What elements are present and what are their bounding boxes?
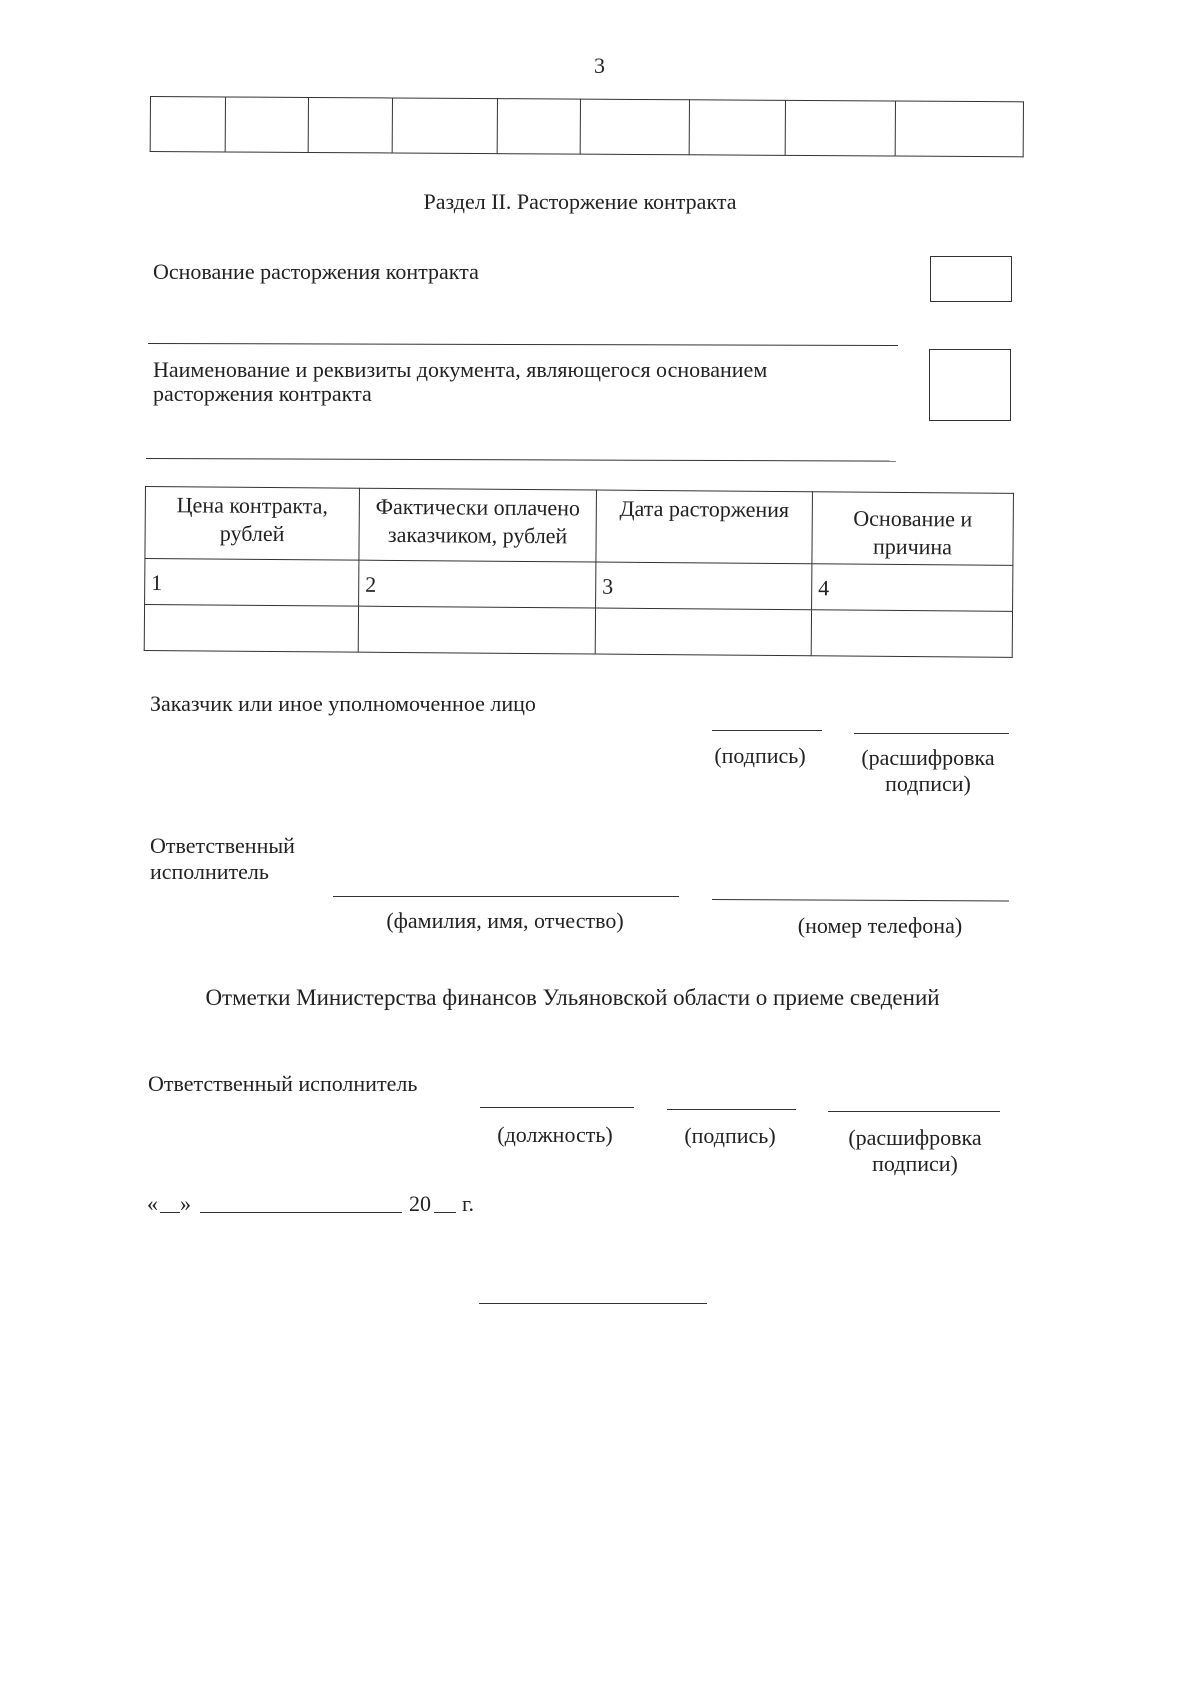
- section-title: Раздел II. Расторжение контракта: [423, 189, 737, 214]
- table-cell[interactable]: [785, 100, 895, 156]
- page-number: 3: [594, 53, 605, 78]
- customer-signature-line[interactable]: [712, 730, 822, 731]
- date-year-prefix: 20: [409, 1191, 431, 1216]
- document-label-line1: Наименование и реквизиты документа, являющегося основанием: [153, 357, 768, 382]
- customer-label: Заказчик или иное уполномоченное лицо: [150, 691, 536, 716]
- date-year-line[interactable]: [434, 1212, 456, 1213]
- customer-decoding-caption-line2: подписи): [885, 771, 971, 796]
- ministry-executor-label: Ответственный исполнитель: [148, 1071, 418, 1096]
- date-quote-close: »: [180, 1191, 191, 1216]
- date-day-line[interactable]: [160, 1212, 180, 1213]
- header-actually-paid: Фактически оплачено заказчиком, рублей: [359, 488, 597, 562]
- ministry-title: Отметки Министерства финансов Ульяновской области о приеме сведений: [205, 985, 940, 1010]
- date-quote-open: «: [147, 1191, 158, 1216]
- table-cell[interactable]: [689, 100, 785, 156]
- ministry-position-line[interactable]: [480, 1107, 634, 1108]
- ministry-decoding-caption-line2: подписи): [872, 1151, 958, 1176]
- executor-label-line1: Ответственный: [150, 833, 295, 858]
- table-cell[interactable]: [225, 97, 308, 153]
- table-cell[interactable]: [392, 98, 497, 154]
- column-number: 2: [359, 560, 596, 608]
- executor-phone-line[interactable]: [712, 899, 1009, 902]
- table-cell[interactable]: [144, 605, 358, 653]
- table-cell[interactable]: [308, 97, 392, 153]
- ministry-signature-caption: (подпись): [684, 1123, 776, 1148]
- ministry-position-caption: (должность): [497, 1122, 613, 1147]
- ministry-signature-line[interactable]: [667, 1109, 796, 1110]
- document-fill-line[interactable]: [146, 458, 896, 462]
- basis-fill-line[interactable]: [148, 343, 898, 346]
- table-cell[interactable]: [811, 610, 1012, 658]
- document-label-line2: расторжения контракта: [153, 381, 372, 406]
- ministry-decoding-caption-line1: (расшифровка: [848, 1125, 982, 1150]
- closing-separator-line: [479, 1303, 707, 1304]
- basis-code-box[interactable]: [930, 256, 1012, 302]
- header-basis-reason: Основание и причина: [812, 492, 1014, 566]
- table-header-row: [145, 487, 1014, 566]
- table-row: [150, 97, 1023, 157]
- column-number: 3: [596, 562, 812, 610]
- customer-decoding-line[interactable]: [854, 733, 1009, 734]
- ministry-decoding-line[interactable]: [828, 1111, 1000, 1112]
- table-cell[interactable]: [497, 99, 580, 155]
- table-row: [144, 605, 1012, 658]
- executor-phone-caption: (номер телефона): [797, 913, 963, 938]
- basis-label: Основание расторжения контракта: [153, 259, 479, 284]
- table-cell[interactable]: [580, 99, 689, 155]
- column-number: 1: [145, 559, 359, 607]
- executor-fio-line[interactable]: [333, 896, 679, 897]
- document-code-box[interactable]: [929, 349, 1011, 421]
- header-termination-date: Дата расторжения: [596, 490, 813, 564]
- date-month-line[interactable]: [200, 1212, 402, 1213]
- header-contract-price: Цена контракта, рублей: [145, 487, 360, 561]
- table-cell[interactable]: [358, 606, 595, 654]
- customer-signature-caption: (подпись): [714, 743, 806, 768]
- table-cell[interactable]: [895, 101, 1023, 157]
- executor-label-line2: исполнитель: [150, 859, 269, 884]
- date-year-suffix: г.: [462, 1191, 475, 1216]
- table-cell[interactable]: [150, 97, 225, 152]
- table-row: [145, 559, 1013, 612]
- termination-table: [144, 486, 1014, 658]
- column-number: 4: [812, 564, 1013, 612]
- table-cell[interactable]: [595, 608, 811, 656]
- executor-fio-caption: (фамилия, имя, отчество): [386, 908, 624, 933]
- continuation-table: [150, 96, 1024, 157]
- customer-decoding-caption-line1: (расшифровка: [861, 745, 995, 770]
